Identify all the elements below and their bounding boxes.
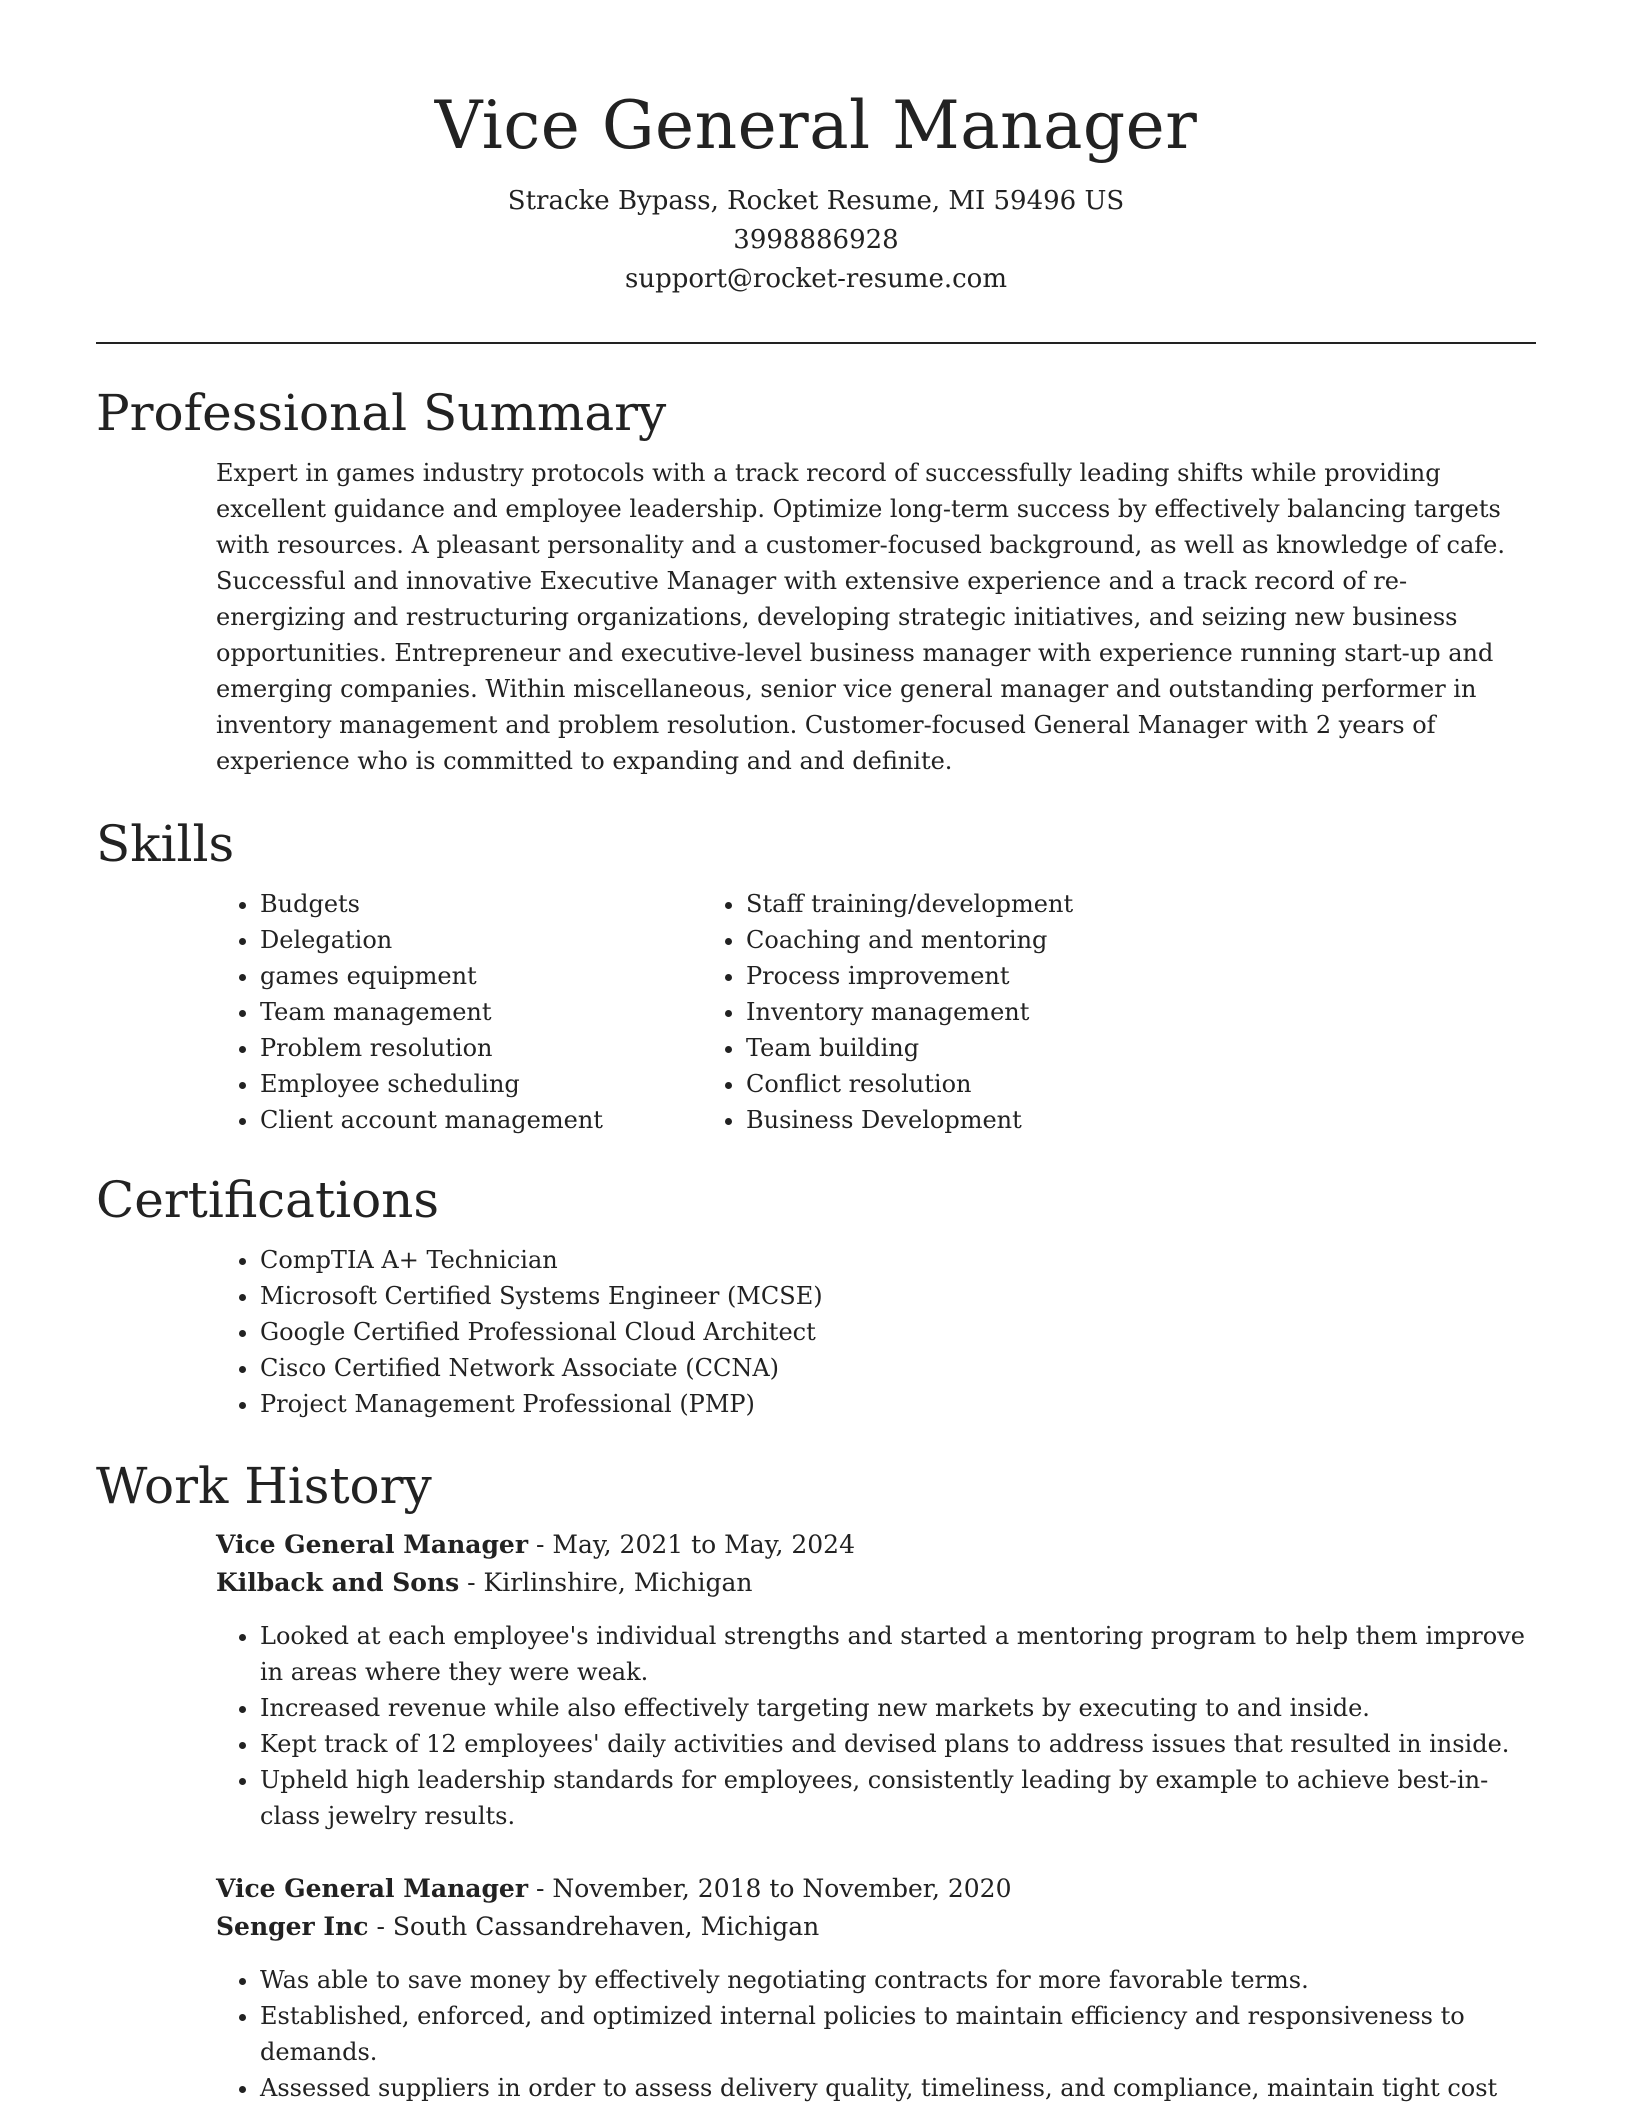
list-item: • Team management	[260, 994, 746, 1030]
skills-columns	[96, 886, 1536, 1138]
job-title: Vice General Manager	[216, 1874, 528, 1903]
contact-info	[0, 182, 1632, 299]
work-history-heading: Work History	[96, 1457, 432, 1515]
summary-section	[96, 383, 1536, 779]
job-company: Senger Inc	[216, 1912, 369, 1941]
list-item: • Project Management Professional (PMP)	[260, 1386, 1536, 1422]
list-item: • Google Certified Professional Cloud Architect	[260, 1314, 1536, 1350]
certifications-heading: Certifications	[96, 1171, 440, 1229]
list-item: • Assessed suppliers in order to assess delivery quality, timeliness, and compliance, maintain tight cost	[260, 2070, 1536, 2106]
list-item: • Delegation	[260, 922, 746, 958]
list-item: • Microsoft Certified Systems Engineer (MCSE)	[260, 1278, 1536, 1314]
list-item: • Staff training/development	[746, 886, 1232, 922]
list-item: • Established, enforced, and optimized internal policies to maintain efficiency and responsiveness to demands.	[260, 1998, 1536, 2070]
contact-phone: 3998886928	[733, 225, 899, 255]
certifications-list	[96, 1242, 1536, 1422]
job-title-line	[216, 1870, 1536, 1908]
skills-section	[96, 814, 1536, 1138]
skills-list-left	[96, 886, 746, 1138]
list-item: • Process improvement	[746, 958, 1232, 994]
list-item: • Coaching and mentoring	[746, 922, 1232, 958]
job-dates: - November, 2018 to November, 2020	[528, 1874, 1012, 1903]
job-entry	[216, 1870, 1536, 2106]
list-item: • Looked at each employee's individual strengths and started a mentoring program to help them improve in areas where they were weak.	[260, 1618, 1536, 1690]
certifications-section	[96, 1170, 1536, 1422]
list-item: • Conflict resolution	[746, 1066, 1232, 1102]
job-bullets	[216, 1962, 1536, 2106]
list-item: • Business Development	[746, 1102, 1232, 1138]
contact-email: support@rocket-resume.com	[624, 264, 1007, 294]
list-item: • Inventory management	[746, 994, 1232, 1030]
work-history-section	[96, 1456, 1536, 2106]
job-bullets	[216, 1618, 1536, 1834]
resume-header	[0, 0, 1632, 299]
list-item: • Increased revenue while also effectively targeting new markets by executing to and inside.	[260, 1690, 1536, 1726]
job-company-line	[216, 1564, 1536, 1602]
job-title: Vice General Manager	[216, 1530, 528, 1559]
job-title-line	[216, 1526, 1536, 1564]
skills-heading: Skills	[96, 815, 235, 873]
list-item: • games equipment	[260, 958, 746, 994]
skills-list-right	[746, 886, 1232, 1138]
list-item: • Employee scheduling	[260, 1066, 746, 1102]
job-dates: - May, 2021 to May, 2024	[528, 1530, 855, 1559]
list-item: • Team building	[746, 1030, 1232, 1066]
page-title: Vice General Manager	[434, 87, 1198, 164]
header-divider	[96, 342, 1536, 344]
job-company-line	[216, 1908, 1536, 1946]
list-item: • Was able to save money by effectively negotiating contracts for more favorable terms.	[260, 1962, 1536, 1998]
contact-address: Stracke Bypass, Rocket Resume, MI 59496 US	[507, 186, 1125, 216]
job-location: - Kirlinshire, Michigan	[459, 1568, 753, 1597]
list-item: • Problem resolution	[260, 1030, 746, 1066]
job-company: Kilback and Sons	[216, 1568, 460, 1597]
job-entry	[216, 1526, 1536, 1834]
list-item: • Upheld high leadership standards for employees, consistently leading by example to achieve best-in-class jewelry results.	[260, 1762, 1536, 1834]
list-item: • Client account management	[260, 1102, 746, 1138]
job-location: - South Cassandrehaven, Michigan	[368, 1912, 820, 1941]
list-item: • CompTIA A+ Technician	[260, 1242, 1536, 1278]
summary-text: Expert in games industry protocols with a track record of successfully leading shifts while providing excellent guidance and employee leadership. Optimize long-term success by effectively balancing targets with resources. A pleasant personality and a customer-focused background, as well as knowledge of cafe. Successful and innovative Executive Manager with extensive experience and a track record of re-energizing and restructuring organizations, developing strategic initiatives, and seizing new business opportunities. Entrepreneur and executive-level business manager with experience running start-up and emerging companies. Within miscellaneous, senior vice general manager and outstanding performer in inventory management and problem resolution. Customer-focused General Manager with 2 years of experience who is committed to expanding and and definite.	[216, 459, 1506, 775]
summary-heading: Professional Summary	[96, 384, 667, 442]
list-item: • Budgets	[260, 886, 746, 922]
list-item: • Kept track of 12 employees' daily activities and devised plans to address issues that resulted in inside.	[260, 1726, 1536, 1762]
list-item: • Cisco Certified Network Associate (CCNA)	[260, 1350, 1536, 1386]
